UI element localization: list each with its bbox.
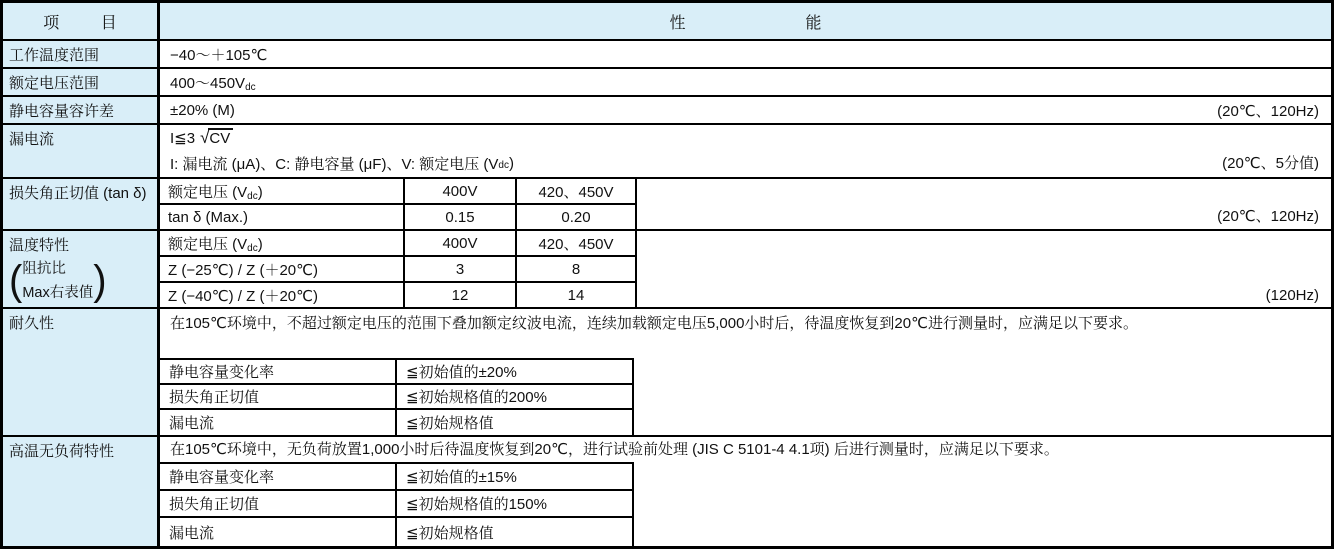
row-capacitance-tolerance	[3, 97, 1331, 125]
row-endurance	[3, 309, 1331, 437]
tan-delta-max-col2: 0.20	[517, 205, 637, 229]
endurance-label: 耐久性	[9, 315, 55, 332]
criteria-spec: ≦初始规格值的150%	[397, 491, 634, 516]
tan-delta-label: 损失角正切值 (tan δ)	[9, 185, 147, 202]
criteria-item: 静电容量变化率	[160, 464, 397, 489]
row-leakage-current	[3, 125, 1331, 179]
capacitance-tolerance-condition: (20℃、120Hz)	[1217, 102, 1319, 120]
capacitance-tolerance-label: 静电容量容许差	[9, 102, 115, 120]
temp-char-z40-col2: 14	[517, 283, 637, 307]
temp-char-z40-row	[160, 283, 637, 307]
rated-voltage-value-cell	[160, 69, 1331, 95]
high-temp-criteria-table	[160, 462, 634, 546]
temp-char-z25-col2: 8	[517, 257, 637, 281]
leakage-legend: I: 漏电流 (μA)、C: 静电容量 (μF)、V: 额定电压 (V $_{dc}$ )	[170, 155, 514, 173]
open-paren: (	[9, 257, 23, 305]
operating-temp-value-cell	[160, 41, 1331, 67]
temp-char-paren-note	[9, 257, 151, 305]
sqrt-sign: √	[200, 127, 210, 147]
temp-char-z25-header: Z (−25℃) / Z (＋20℃)	[160, 257, 405, 281]
temp-char-voltage-header: 额定电压 $(V_{dc})$	[160, 231, 405, 255]
endurance-criteria-row	[160, 410, 634, 435]
tan-delta-voltage-col1: 400V	[405, 179, 517, 203]
tan-delta-voltage-row	[160, 179, 637, 205]
temp-char-z25-col1: 3	[405, 257, 517, 281]
temp-char-label-cell	[3, 231, 160, 307]
close-paren: )	[93, 257, 107, 305]
tan-delta-voltage-col2: 420、450V	[517, 179, 637, 203]
tan-delta-content-cell	[160, 179, 1331, 229]
tan-delta-voltage-header: 额定电压 $(V_{dc})$	[160, 179, 405, 203]
criteria-spec: ≦初始值的±20%	[397, 360, 634, 383]
temp-char-z40-col1: 12	[405, 283, 517, 307]
operating-temp-label: 工作温度范围	[9, 46, 100, 64]
rated-voltage-label: 额定电压范围	[9, 74, 100, 92]
criteria-spec: ≦初始规格值	[397, 410, 634, 435]
criteria-item: 漏电流	[160, 518, 397, 546]
header-item-cell	[3, 3, 160, 39]
temp-char-label: 温度特性	[9, 237, 70, 254]
high-temp-description: 在105℃环境中，无负荷放置1,000小时后待温度恢复到20℃，进行试验前处理 (JIS C 5101-4 4.1项) 后进行测量时，应满足以下要求。	[170, 441, 1059, 458]
high-temp-label: 高温无负荷特性	[9, 443, 115, 460]
tan-delta-label-cell	[3, 179, 160, 229]
criteria-spec: ≦初始规格值的200%	[397, 385, 634, 408]
criteria-spec: ≦初始规格值	[397, 518, 634, 546]
criteria-item: 损失角正切值	[160, 491, 397, 516]
capacitance-tolerance-value-cell	[160, 97, 1331, 123]
temp-char-note-line1: 阻抗比	[22, 261, 66, 277]
header-item-label: 项目	[43, 14, 159, 32]
temp-char-z25-row	[160, 257, 637, 283]
row-temperature-characteristics	[3, 231, 1331, 309]
criteria-item: 损失角正切值	[160, 385, 397, 408]
capacitance-tolerance-value: ±20% (M)	[170, 101, 235, 119]
temp-char-voltage-col1: 400V	[405, 231, 517, 255]
leakage-value-cell	[160, 125, 1331, 177]
temp-char-content-cell	[160, 231, 1331, 307]
row-operating-temp-range	[3, 41, 1331, 69]
rated-voltage-label-cell	[3, 69, 160, 95]
temp-char-voltage-row	[160, 231, 637, 257]
endurance-description: 在105℃环境中，不超过额定电压的范围下叠加额定纹波电流，连续加载额定电压5,000小时后，待温度恢复到20℃进行测量时，应满足以下要求。	[170, 315, 1138, 332]
leakage-label: 漏电流	[9, 131, 55, 148]
endurance-criteria-row	[160, 385, 634, 410]
leakage-condition: (20℃、5分值)	[1222, 155, 1319, 172]
tan-delta-max-col1: 0.15	[405, 205, 517, 229]
leakage-label-cell	[3, 125, 160, 177]
rated-voltage-value: $400\sim 450V_{dc}$	[170, 74, 256, 93]
row-high-temp-no-load	[3, 437, 1331, 546]
capacitance-tolerance-label-cell	[3, 97, 160, 123]
endurance-content-cell	[160, 309, 1331, 435]
endurance-label-cell	[3, 309, 160, 435]
header-performance-cell	[160, 3, 1331, 39]
endurance-criteria-table	[160, 358, 634, 435]
endurance-criteria-row	[160, 360, 634, 385]
operating-temp-value: −40～＋105℃	[170, 46, 268, 64]
row-tan-delta	[3, 179, 1331, 231]
high-temp-criteria-row	[160, 491, 634, 518]
header-performance-label: 性能	[669, 14, 942, 32]
temp-char-voltage-col2: 420、450V	[517, 231, 637, 255]
temp-char-condition: (120Hz)	[1265, 287, 1319, 304]
high-temp-content-cell	[160, 437, 1331, 546]
leakage-formula: I≦3 √ CV	[160, 125, 1331, 150]
criteria-spec: ≦初始值的±15%	[397, 464, 634, 489]
temp-char-z40-header: Z (−40℃) / Z (＋20℃)	[160, 283, 405, 307]
criteria-item: 静电容量变化率	[160, 360, 397, 383]
temp-char-subtable	[160, 231, 637, 307]
table-header-row	[3, 3, 1331, 41]
tan-delta-max-row	[160, 205, 637, 229]
tan-delta-max-header: tan δ (Max.)	[160, 205, 405, 229]
criteria-item: 漏电流	[160, 410, 397, 435]
tan-delta-condition: (20℃、120Hz)	[1217, 208, 1319, 225]
row-rated-voltage-range	[3, 69, 1331, 97]
high-temp-label-cell	[3, 437, 160, 546]
high-temp-criteria-row	[160, 464, 634, 491]
temp-char-note-line2: Max右表值	[22, 285, 94, 301]
high-temp-criteria-row	[160, 518, 634, 546]
operating-temp-label-cell	[3, 41, 160, 67]
tan-delta-subtable	[160, 179, 637, 229]
